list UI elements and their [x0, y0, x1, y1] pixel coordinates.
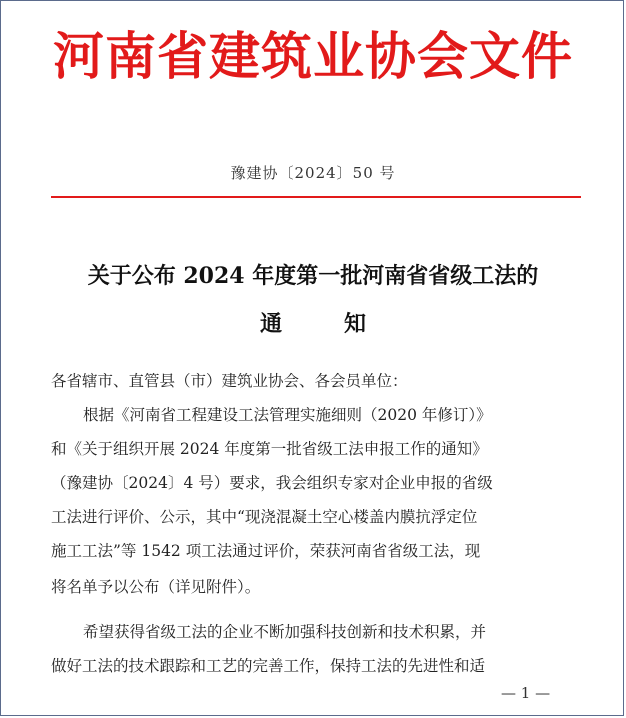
document-number: 豫建协〔2024〕50 号 [230, 164, 396, 182]
paragraph-line: 和《关于组织开展 2024 年度第一批省级工法申报工作的通知》 [51, 440, 488, 458]
page-number: — 1 — [501, 684, 551, 702]
red-divider-line [51, 196, 581, 198]
salutation: 各省辖市、直管县（市）建筑业协会、各会员单位： [51, 372, 408, 390]
paragraph-line: （豫建协〔2024〕4 号）要求，我会组织专家对企业申报的省级 [51, 474, 493, 492]
paragraph-line: 做好工法的技术跟踪和工艺的完善工作，保持工法的先进性和适 [51, 657, 486, 675]
org-header-title: 河南省建筑业协会文件 [52, 27, 573, 87]
paragraph-line: 施工工法”等 1542 项工法通过评价，荣获河南省省级工法，现 [51, 542, 481, 560]
paragraph-line: 工法进行评价、公示，其中“现浇混凝土空心楼盖内膜抗浮定位 [51, 508, 478, 526]
notice-title-line-2: 通知 [259, 311, 428, 337]
paragraph-line: 希望获得省级工法的企业不断加强科技创新和技术积累，并 [83, 623, 487, 641]
notice-title-line-1: 关于公布 2024 年度第一批河南省省级工法的 [87, 263, 539, 289]
paragraph-line: 将名单予以公布（详见附件）。 [51, 578, 261, 596]
paragraph-line: 根据《河南省工程建设工法管理实施细则（2020 年修订）》 [83, 406, 492, 424]
